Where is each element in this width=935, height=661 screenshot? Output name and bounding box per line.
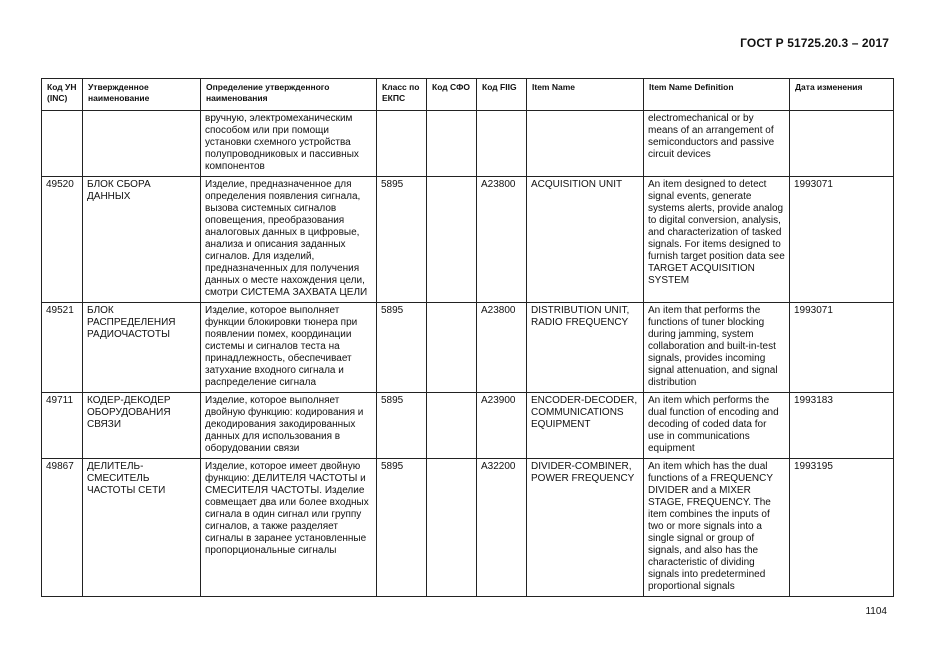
cell-item-definition: An item designed to detect signal events, generate systems alerts, provide analog to digital conversion, analysis, and characterization of tasked signals. For items designed to furnish target position data see TARGET ACQUISITION SYSTEM — [644, 177, 790, 303]
cell-date — [790, 111, 894, 177]
cell-code: 49711 — [42, 393, 83, 459]
cell-name: БЛОК СБОРА ДАННЫХ — [83, 177, 201, 303]
cell-item-definition: An item that performs the functions of tuner blocking during jamming, system collaboration and built-in-test signals, provides incoming signal attenuation, and signal distribution — [644, 303, 790, 393]
cell-class: 5895 — [377, 177, 427, 303]
cell-date: 1993183 — [790, 393, 894, 459]
table-header-row — [42, 79, 894, 111]
cell-definition: Изделие, предназначенное для определения появления сигнала, вызова системных сигналов оповещения, преобразования аналоговых данных в цифровые, анализа и описания заданных сигналов. Для изделий, предназначенных для получения данных о месте нахождения цели, смотри СИСТЕМА ЗАХВАТА ЦЕЛИ — [201, 177, 377, 303]
catalog-table — [41, 78, 894, 597]
cell-name — [83, 111, 201, 177]
cell-sfo — [427, 459, 477, 597]
table-row — [42, 111, 894, 177]
cell-item-definition: An item which has the dual functions of a FREQUENCY DIVIDER and a MIXER STAGE, FREQUENCY. The item combines the inputs of two or more signals into a single signal or group of signals, and also has the characteristic of dividing signals into predetermined proportional signals — [644, 459, 790, 597]
column-header-fiig: Код FIIG — [477, 79, 527, 111]
cell-item-definition: electromechanical or by means of an arrangement of semiconductors and passive circuit devices — [644, 111, 790, 177]
column-header-sfo: Код СФО — [427, 79, 477, 111]
cell-sfo — [427, 111, 477, 177]
cell-code: 49520 — [42, 177, 83, 303]
cell-class: 5895 — [377, 393, 427, 459]
document-header: ГОСТ Р 51725.20.3 – 2017 — [740, 36, 889, 50]
cell-name: БЛОК РАСПРЕДЕЛЕНИЯ РАДИОЧАСТОТЫ — [83, 303, 201, 393]
cell-name: ДЕЛИТЕЛЬ-СМЕСИТЕЛЬ ЧАСТОТЫ СЕТИ — [83, 459, 201, 597]
cell-item-name: DIVIDER-COMBINER, POWER FREQUENCY — [527, 459, 644, 597]
column-header-definition: Определение утвержденного наименования — [201, 79, 377, 111]
column-header-date: Дата изменения — [790, 79, 894, 111]
column-header-code: Код УН (INC) — [42, 79, 83, 111]
cell-definition: вручную, электромеханическим способом или при помощи установки схемного устройства полупроводниковых и пассивных компонентов — [201, 111, 377, 177]
cell-fiig: A23900 — [477, 393, 527, 459]
cell-definition: Изделие, которое выполняет двойную функцию: кодирования и декодирования закодированных данных для использования в оборудовании связи — [201, 393, 377, 459]
cell-fiig: A23800 — [477, 177, 527, 303]
table-row — [42, 177, 894, 303]
cell-sfo — [427, 303, 477, 393]
cell-definition: Изделие, которое имеет двойную функцию: ДЕЛИТЕЛЯ ЧАСТОТЫ и СМЕСИТЕЛЯ ЧАСТОТЫ. Изделие совмещает два или более входных сигнала в один сигнал или группу сигналов, а также разделяет сигналы в заранее установленные пропорциональные сигналы — [201, 459, 377, 597]
cell-item-name: ACQUISITION UNIT — [527, 177, 644, 303]
column-header-item-definition: Item Name Definition — [644, 79, 790, 111]
cell-fiig — [477, 111, 527, 177]
page-number: 1104 — [865, 606, 887, 617]
cell-date: 1993195 — [790, 459, 894, 597]
column-header-class: Класс по ЕКПС — [377, 79, 427, 111]
cell-fiig: A23800 — [477, 303, 527, 393]
cell-item-definition: An item which performs the dual function of encoding and decoding of coded data for use in communications equipment — [644, 393, 790, 459]
cell-code: 49867 — [42, 459, 83, 597]
column-header-item-name: Item Name — [527, 79, 644, 111]
cell-date: 1993071 — [790, 177, 894, 303]
cell-class: 5895 — [377, 303, 427, 393]
cell-date: 1993071 — [790, 303, 894, 393]
cell-definition: Изделие, которое выполняет функции блокировки тюнера при появлении помех, координации системы и сигналов теста на принадлежность, обеспечивает затухание входного сигнала и распределение сигнала — [201, 303, 377, 393]
cell-item-name: ENCODER-DECODER, COMMUNICATIONS EQUIPMENT — [527, 393, 644, 459]
cell-sfo — [427, 177, 477, 303]
cell-code — [42, 111, 83, 177]
table-row — [42, 303, 894, 393]
table-row — [42, 393, 894, 459]
cell-item-name — [527, 111, 644, 177]
table-row — [42, 459, 894, 597]
cell-class — [377, 111, 427, 177]
cell-code: 49521 — [42, 303, 83, 393]
cell-sfo — [427, 393, 477, 459]
cell-fiig: A32200 — [477, 459, 527, 597]
cell-item-name: DISTRIBUTION UNIT, RADIO FREQUENCY — [527, 303, 644, 393]
cell-class: 5895 — [377, 459, 427, 597]
cell-name: КОДЕР-ДЕКОДЕР ОБОРУДОВАНИЯ СВЯЗИ — [83, 393, 201, 459]
column-header-name: Утвержденное наименование — [83, 79, 201, 111]
